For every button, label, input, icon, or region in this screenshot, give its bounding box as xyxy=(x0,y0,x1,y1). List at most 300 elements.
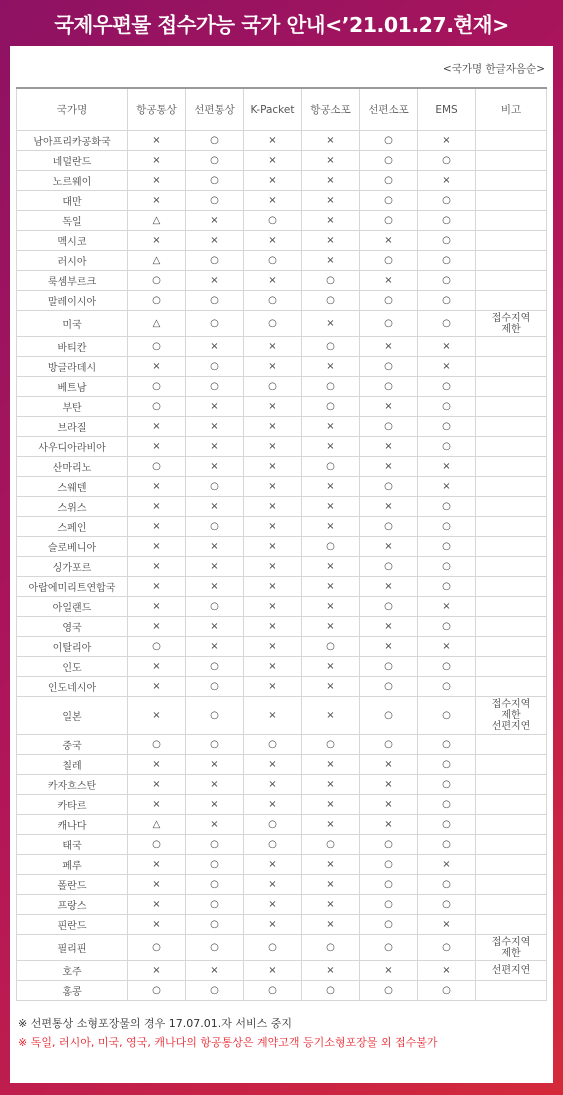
table-row xyxy=(17,357,547,377)
cell-k-packet: × xyxy=(244,637,302,657)
table-row xyxy=(17,477,547,497)
country-name: 브라질 xyxy=(17,417,128,437)
cell-k-packet: × xyxy=(244,457,302,477)
cell-air-mail: ○ xyxy=(128,271,186,291)
cell-ems: ○ xyxy=(418,755,476,775)
cell-surface-parcel: × xyxy=(360,617,418,637)
country-name: 부탄 xyxy=(17,397,128,417)
cell-ems: × xyxy=(418,457,476,477)
country-name: 산마리노 xyxy=(17,457,128,477)
cell-surface-mail: × xyxy=(186,497,244,517)
country-name: 핀란드 xyxy=(17,915,128,935)
cell-ems: ○ xyxy=(418,211,476,231)
country-name: 페루 xyxy=(17,855,128,875)
table-row xyxy=(17,211,547,231)
table-row xyxy=(17,271,547,291)
country-name: 대만 xyxy=(17,191,128,211)
cell-air-parcel: × xyxy=(302,895,360,915)
cell-surface-mail: ○ xyxy=(186,855,244,875)
cell-surface-parcel: ○ xyxy=(360,875,418,895)
cell-surface-mail: ○ xyxy=(186,377,244,397)
cell-remarks xyxy=(476,151,547,171)
cell-ems: × xyxy=(418,171,476,191)
cell-surface-mail: × xyxy=(186,617,244,637)
cell-surface-parcel: ○ xyxy=(360,657,418,677)
cell-air-mail: ○ xyxy=(128,637,186,657)
cell-air-parcel: ○ xyxy=(302,337,360,357)
cell-ems: × xyxy=(418,337,476,357)
cell-surface-parcel: × xyxy=(360,961,418,981)
cell-ems: ○ xyxy=(418,875,476,895)
cell-air-mail: ○ xyxy=(128,457,186,477)
cell-air-mail: × xyxy=(128,755,186,775)
cell-air-mail: ○ xyxy=(128,337,186,357)
cell-surface-parcel: ○ xyxy=(360,835,418,855)
cell-surface-parcel: × xyxy=(360,497,418,517)
cell-air-mail: × xyxy=(128,875,186,895)
cell-air-mail: ○ xyxy=(128,397,186,417)
country-table xyxy=(16,87,547,1001)
cell-surface-parcel: × xyxy=(360,537,418,557)
table-row xyxy=(17,557,547,577)
cell-k-packet: × xyxy=(244,597,302,617)
cell-air-mail: △ xyxy=(128,311,186,337)
remark-line: 선편지연 xyxy=(491,721,531,732)
country-name: 이탈리아 xyxy=(17,637,128,657)
cell-surface-parcel: ○ xyxy=(360,557,418,577)
country-name: 태국 xyxy=(17,835,128,855)
cell-air-mail: × xyxy=(128,617,186,637)
cell-air-parcel: ○ xyxy=(302,735,360,755)
cell-air-parcel: × xyxy=(302,617,360,637)
cell-k-packet: × xyxy=(244,171,302,191)
cell-air-mail: × xyxy=(128,961,186,981)
table-row xyxy=(17,291,547,311)
country-name: 독일 xyxy=(17,211,128,231)
cell-surface-parcel: ○ xyxy=(360,171,418,191)
cell-surface-parcel: ○ xyxy=(360,251,418,271)
cell-k-packet: × xyxy=(244,961,302,981)
cell-k-packet: ○ xyxy=(244,377,302,397)
cell-air-parcel: × xyxy=(302,251,360,271)
cell-ems: ○ xyxy=(418,577,476,597)
cell-k-packet: × xyxy=(244,517,302,537)
table-row xyxy=(17,677,547,697)
cell-surface-mail: × xyxy=(186,815,244,835)
cell-ems: × xyxy=(418,915,476,935)
cell-ems: ○ xyxy=(418,815,476,835)
cell-k-packet: × xyxy=(244,537,302,557)
table-row xyxy=(17,617,547,637)
cell-air-mail: × xyxy=(128,357,186,377)
cell-remarks xyxy=(476,677,547,697)
country-name: 네덜란드 xyxy=(17,151,128,171)
cell-air-mail: × xyxy=(128,855,186,875)
cell-surface-parcel: ○ xyxy=(360,677,418,697)
col-header-country: 국가명 xyxy=(17,88,128,131)
cell-air-parcel: × xyxy=(302,437,360,457)
cell-air-mail: × xyxy=(128,131,186,151)
cell-remarks xyxy=(476,981,547,1001)
country-name: 아일랜드 xyxy=(17,597,128,617)
footnote-surface-mail: ※ 선편통상 소형포장물의 경우 17.07.01.자 서비스 중지 xyxy=(18,1017,292,1030)
cell-air-parcel: × xyxy=(302,131,360,151)
cell-remarks xyxy=(476,291,547,311)
table-row xyxy=(17,697,547,735)
cell-surface-mail: ○ xyxy=(186,251,244,271)
cell-surface-mail: ○ xyxy=(186,291,244,311)
cell-remarks xyxy=(476,231,547,251)
cell-ems: ○ xyxy=(418,617,476,637)
cell-k-packet: × xyxy=(244,557,302,577)
remark-line: 선편지연 xyxy=(491,965,531,976)
cell-k-packet: ○ xyxy=(244,815,302,835)
cell-air-parcel: × xyxy=(302,677,360,697)
cell-air-mail: × xyxy=(128,677,186,697)
cell-surface-mail: × xyxy=(186,231,244,251)
cell-surface-parcel: ○ xyxy=(360,377,418,397)
cell-surface-mail: × xyxy=(186,637,244,657)
country-name: 사우디아라비아 xyxy=(17,437,128,457)
cell-k-packet: × xyxy=(244,697,302,735)
country-name: 노르웨이 xyxy=(17,171,128,191)
cell-surface-mail: × xyxy=(186,211,244,231)
cell-surface-mail: ○ xyxy=(186,895,244,915)
cell-k-packet: × xyxy=(244,755,302,775)
table-row xyxy=(17,517,547,537)
cell-surface-mail: ○ xyxy=(186,191,244,211)
cell-surface-mail: ○ xyxy=(186,981,244,1001)
country-name: 호주 xyxy=(17,961,128,981)
cell-air-parcel: × xyxy=(302,961,360,981)
cell-k-packet: × xyxy=(244,915,302,935)
table-row xyxy=(17,637,547,657)
cell-remarks xyxy=(476,875,547,895)
table-body xyxy=(17,131,547,1001)
cell-ems: ○ xyxy=(418,397,476,417)
table-row xyxy=(17,397,547,417)
cell-k-packet: × xyxy=(244,337,302,357)
cell-remarks xyxy=(476,337,547,357)
cell-surface-parcel: ○ xyxy=(360,151,418,171)
cell-remarks xyxy=(476,377,547,397)
cell-remarks xyxy=(476,311,547,337)
country-name: 스위스 xyxy=(17,497,128,517)
cell-air-parcel: ○ xyxy=(302,935,360,961)
cell-ems: × xyxy=(418,855,476,875)
country-name: 남아프리카공화국 xyxy=(17,131,128,151)
cell-ems: ○ xyxy=(418,935,476,961)
cell-k-packet: ○ xyxy=(244,981,302,1001)
cell-surface-parcel: ○ xyxy=(360,517,418,537)
cell-remarks xyxy=(476,457,547,477)
cell-surface-mail: ○ xyxy=(186,697,244,735)
cell-air-mail: △ xyxy=(128,251,186,271)
country-name: 캐나다 xyxy=(17,815,128,835)
country-name: 프랑스 xyxy=(17,895,128,915)
table-row xyxy=(17,597,547,617)
cell-surface-mail: × xyxy=(186,577,244,597)
cell-air-mail: ○ xyxy=(128,981,186,1001)
cell-remarks xyxy=(476,775,547,795)
cell-air-mail: × xyxy=(128,557,186,577)
cell-remarks xyxy=(476,517,547,537)
cell-surface-mail: ○ xyxy=(186,517,244,537)
cell-ems: × xyxy=(418,131,476,151)
cell-k-packet: ○ xyxy=(244,935,302,961)
country-name: 말레이시아 xyxy=(17,291,128,311)
cell-surface-parcel: × xyxy=(360,795,418,815)
cell-remarks xyxy=(476,191,547,211)
cell-surface-parcel: × xyxy=(360,397,418,417)
cell-k-packet: × xyxy=(244,131,302,151)
cell-surface-parcel: ○ xyxy=(360,597,418,617)
cell-air-parcel: × xyxy=(302,191,360,211)
cell-air-mail: ○ xyxy=(128,377,186,397)
cell-remarks xyxy=(476,935,547,961)
cell-surface-mail: ○ xyxy=(186,477,244,497)
cell-remarks xyxy=(476,795,547,815)
cell-surface-parcel: × xyxy=(360,577,418,597)
cell-remarks xyxy=(476,657,547,677)
cell-air-parcel: × xyxy=(302,497,360,517)
cell-surface-parcel: ○ xyxy=(360,191,418,211)
remark-line: 제한 xyxy=(501,323,521,335)
cell-air-parcel: × xyxy=(302,171,360,191)
cell-air-parcel: × xyxy=(302,597,360,617)
cell-surface-mail: ○ xyxy=(186,875,244,895)
table-row xyxy=(17,981,547,1001)
cell-remarks xyxy=(476,397,547,417)
cell-ems: × xyxy=(418,637,476,657)
cell-surface-parcel: ○ xyxy=(360,311,418,337)
cell-surface-parcel: × xyxy=(360,775,418,795)
cell-surface-parcel: × xyxy=(360,755,418,775)
cell-ems: × xyxy=(418,477,476,497)
country-name: 필리핀 xyxy=(17,935,128,961)
cell-k-packet: × xyxy=(244,677,302,697)
cell-surface-mail: ○ xyxy=(186,311,244,337)
col-header-ems: EMS xyxy=(418,88,476,131)
cell-surface-mail: × xyxy=(186,271,244,291)
cell-surface-parcel: × xyxy=(360,271,418,291)
cell-air-mail: ○ xyxy=(128,935,186,961)
cell-k-packet: × xyxy=(244,617,302,637)
cell-air-parcel: × xyxy=(302,775,360,795)
cell-remarks xyxy=(476,835,547,855)
table-row xyxy=(17,577,547,597)
cell-surface-parcel: ○ xyxy=(360,417,418,437)
cell-ems: ○ xyxy=(418,657,476,677)
table-row xyxy=(17,311,547,337)
cell-remarks xyxy=(476,417,547,437)
cell-ems: ○ xyxy=(418,677,476,697)
cell-k-packet: × xyxy=(244,271,302,291)
cell-surface-mail: × xyxy=(186,775,244,795)
cell-air-parcel: ○ xyxy=(302,537,360,557)
cell-air-parcel: ○ xyxy=(302,271,360,291)
cell-surface-mail: × xyxy=(186,961,244,981)
country-name: 미국 xyxy=(17,311,128,337)
cell-air-mail: × xyxy=(128,151,186,171)
table-row xyxy=(17,895,547,915)
cell-air-mail: × xyxy=(128,795,186,815)
cell-remarks xyxy=(476,537,547,557)
cell-air-mail: × xyxy=(128,597,186,617)
cell-ems: ○ xyxy=(418,377,476,397)
cell-k-packet: × xyxy=(244,795,302,815)
cell-air-parcel: × xyxy=(302,795,360,815)
cell-ems: × xyxy=(418,961,476,981)
cell-air-parcel: ○ xyxy=(302,981,360,1001)
table-row xyxy=(17,497,547,517)
remark-line: 접수지역 xyxy=(491,312,531,324)
cell-surface-mail: × xyxy=(186,557,244,577)
cell-air-mail: × xyxy=(128,537,186,557)
country-name: 중국 xyxy=(17,735,128,755)
cell-remarks xyxy=(476,755,547,775)
cell-surface-parcel: ○ xyxy=(360,915,418,935)
cell-air-mail: × xyxy=(128,417,186,437)
cell-air-parcel: × xyxy=(302,815,360,835)
country-name: 방글라데시 xyxy=(17,357,128,377)
cell-air-parcel: × xyxy=(302,875,360,895)
col-header-surface-mail: 선편통상 xyxy=(186,88,244,131)
remark-line: 제한 xyxy=(501,947,521,959)
country-name: 카자흐스탄 xyxy=(17,775,128,795)
cell-surface-mail: ○ xyxy=(186,915,244,935)
cell-k-packet: × xyxy=(244,855,302,875)
cell-surface-mail: × xyxy=(186,337,244,357)
cell-ems: × xyxy=(418,597,476,617)
cell-air-parcel: × xyxy=(302,231,360,251)
cell-remarks xyxy=(476,131,547,151)
cell-air-parcel: ○ xyxy=(302,637,360,657)
cell-ems: ○ xyxy=(418,251,476,271)
country-name: 아랍에미리트연합국 xyxy=(17,577,128,597)
table-row xyxy=(17,417,547,437)
table-row xyxy=(17,835,547,855)
cell-ems: ○ xyxy=(418,231,476,251)
cell-surface-mail: ○ xyxy=(186,735,244,755)
country-name: 룩셈부르크 xyxy=(17,271,128,291)
country-name: 베트남 xyxy=(17,377,128,397)
country-name: 인도네시아 xyxy=(17,677,128,697)
cell-surface-mail: ○ xyxy=(186,597,244,617)
cell-surface-parcel: ○ xyxy=(360,291,418,311)
cell-air-mail: ○ xyxy=(128,735,186,755)
cell-surface-parcel: ○ xyxy=(360,895,418,915)
table-row xyxy=(17,935,547,961)
cell-remarks xyxy=(476,915,547,935)
country-name: 일본 xyxy=(17,697,128,735)
cell-air-mail: × xyxy=(128,171,186,191)
cell-surface-parcel: × xyxy=(360,437,418,457)
cell-surface-parcel: ○ xyxy=(360,211,418,231)
cell-surface-mail: ○ xyxy=(186,935,244,961)
cell-air-parcel: × xyxy=(302,755,360,775)
table-row xyxy=(17,855,547,875)
cell-k-packet: × xyxy=(244,191,302,211)
cell-surface-parcel: × xyxy=(360,815,418,835)
cell-ems: ○ xyxy=(418,557,476,577)
table-row xyxy=(17,775,547,795)
table-row xyxy=(17,915,547,935)
country-name: 멕시코 xyxy=(17,231,128,251)
cell-k-packet: ○ xyxy=(244,211,302,231)
country-name: 러시아 xyxy=(17,251,128,271)
cell-ems: ○ xyxy=(418,775,476,795)
table-row xyxy=(17,795,547,815)
cell-air-parcel: × xyxy=(302,855,360,875)
cell-ems: ○ xyxy=(418,697,476,735)
cell-air-mail: × xyxy=(128,657,186,677)
cell-k-packet: × xyxy=(244,397,302,417)
sort-note: <국가명 한글자음순> xyxy=(442,63,545,75)
cell-air-parcel: × xyxy=(302,477,360,497)
country-name: 인도 xyxy=(17,657,128,677)
cell-remarks xyxy=(476,735,547,755)
table-row xyxy=(17,537,547,557)
country-name: 바티칸 xyxy=(17,337,128,357)
page-title: 국제우편물 접수가능 국가 안내<’21.01.27.현재> xyxy=(54,13,509,37)
cell-ems: × xyxy=(418,357,476,377)
cell-surface-parcel: × xyxy=(360,337,418,357)
table-row xyxy=(17,171,547,191)
col-header-surface-parcel: 선편소포 xyxy=(360,88,418,131)
table-row xyxy=(17,961,547,981)
cell-ems: ○ xyxy=(418,497,476,517)
table-row xyxy=(17,875,547,895)
content-panel xyxy=(10,46,553,1083)
cell-air-mail: × xyxy=(128,915,186,935)
cell-air-mail: × xyxy=(128,191,186,211)
cell-surface-mail: × xyxy=(186,755,244,775)
country-name: 슬로베니아 xyxy=(17,537,128,557)
table-row xyxy=(17,377,547,397)
cell-air-parcel: × xyxy=(302,517,360,537)
cell-air-parcel: × xyxy=(302,311,360,337)
cell-air-parcel: × xyxy=(302,151,360,171)
cell-air-parcel: × xyxy=(302,915,360,935)
cell-air-mail: × xyxy=(128,895,186,915)
cell-air-parcel: × xyxy=(302,357,360,377)
cell-air-mail: △ xyxy=(128,211,186,231)
cell-ems: ○ xyxy=(418,437,476,457)
table-row xyxy=(17,151,547,171)
col-header-k-packet: K-Packet xyxy=(244,88,302,131)
cell-surface-mail: ○ xyxy=(186,151,244,171)
cell-surface-mail: × xyxy=(186,795,244,815)
table-row xyxy=(17,131,547,151)
country-name: 폴란드 xyxy=(17,875,128,895)
cell-surface-parcel: ○ xyxy=(360,981,418,1001)
cell-ems: ○ xyxy=(418,735,476,755)
cell-ems: ○ xyxy=(418,291,476,311)
table-row xyxy=(17,815,547,835)
table-row xyxy=(17,437,547,457)
cell-surface-mail: × xyxy=(186,457,244,477)
cell-remarks xyxy=(476,357,547,377)
cell-surface-mail: ○ xyxy=(186,835,244,855)
col-header-air-parcel: 항공소포 xyxy=(302,88,360,131)
cell-air-parcel: × xyxy=(302,577,360,597)
cell-remarks xyxy=(476,637,547,657)
cell-k-packet: ○ xyxy=(244,735,302,755)
cell-k-packet: × xyxy=(244,497,302,517)
cell-k-packet: × xyxy=(244,151,302,171)
cell-air-parcel: × xyxy=(302,211,360,231)
